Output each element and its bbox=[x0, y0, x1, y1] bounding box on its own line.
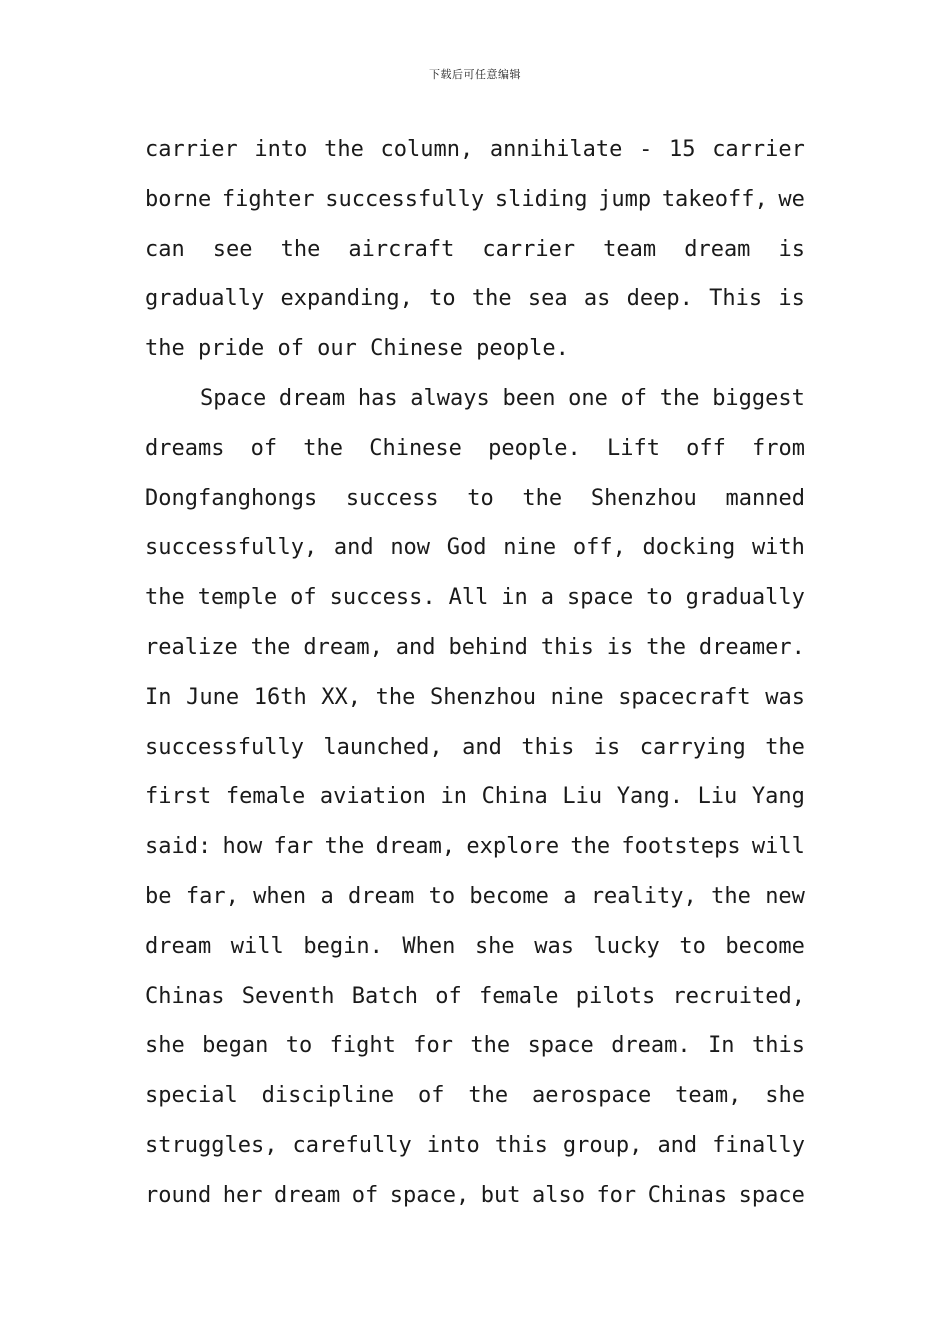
paragraph-aircraft-carrier bbox=[145, 125, 805, 374]
text-line: she began to fight for the space dream. In this bbox=[145, 1033, 805, 1059]
text-line: realize the dream, and behind this is the dreamer. bbox=[145, 634, 805, 660]
body-text bbox=[145, 125, 805, 1221]
page-header: 下载后可任意编辑 bbox=[429, 68, 521, 81]
text-line: In June 16th XX, the Shenzhou nine spacecraft was bbox=[145, 684, 805, 710]
text-line: successfully launched, and this is carrying the bbox=[145, 734, 805, 760]
text-line: dreams of the Chinese people. Lift off from bbox=[145, 435, 805, 461]
text-line: said: how far the dream, explore the footsteps will bbox=[145, 834, 805, 860]
text-line: the pride of our Chinese people. bbox=[145, 336, 569, 362]
text-line: Dongfanghongs success to the Shenzhou manned bbox=[145, 485, 805, 511]
text-line: successfully, and now God nine off, docking with bbox=[145, 535, 805, 561]
text-line: gradually expanding, to the sea as deep. This is bbox=[145, 286, 805, 312]
text-line: can see the aircraft carrier team dream is bbox=[145, 236, 805, 262]
text-line: first female aviation in China Liu Yang. Liu Yang bbox=[145, 784, 805, 810]
text-line: dream will begin. When she was lucky to become bbox=[145, 933, 805, 959]
text-line: struggles, carefully into this group, and finally bbox=[145, 1132, 805, 1158]
text-line: round her dream of space, but also for Chinas space bbox=[145, 1182, 805, 1208]
text-line: Space dream has always been one of the biggest bbox=[200, 385, 805, 411]
text-line: borne fighter successfully sliding jump takeoff, we bbox=[145, 186, 805, 212]
text-line: the temple of success. All in a space to gradually bbox=[145, 585, 805, 611]
text-line: special discipline of the aerospace team, she bbox=[145, 1083, 805, 1109]
paragraph-space-dream bbox=[145, 374, 805, 1221]
text-line: be far, when a dream to become a reality, the new bbox=[145, 883, 805, 909]
text-line: Chinas Seventh Batch of female pilots recruited, bbox=[145, 983, 805, 1009]
text-line: carrier into the column, annihilate - 15 carrier bbox=[145, 137, 805, 162]
